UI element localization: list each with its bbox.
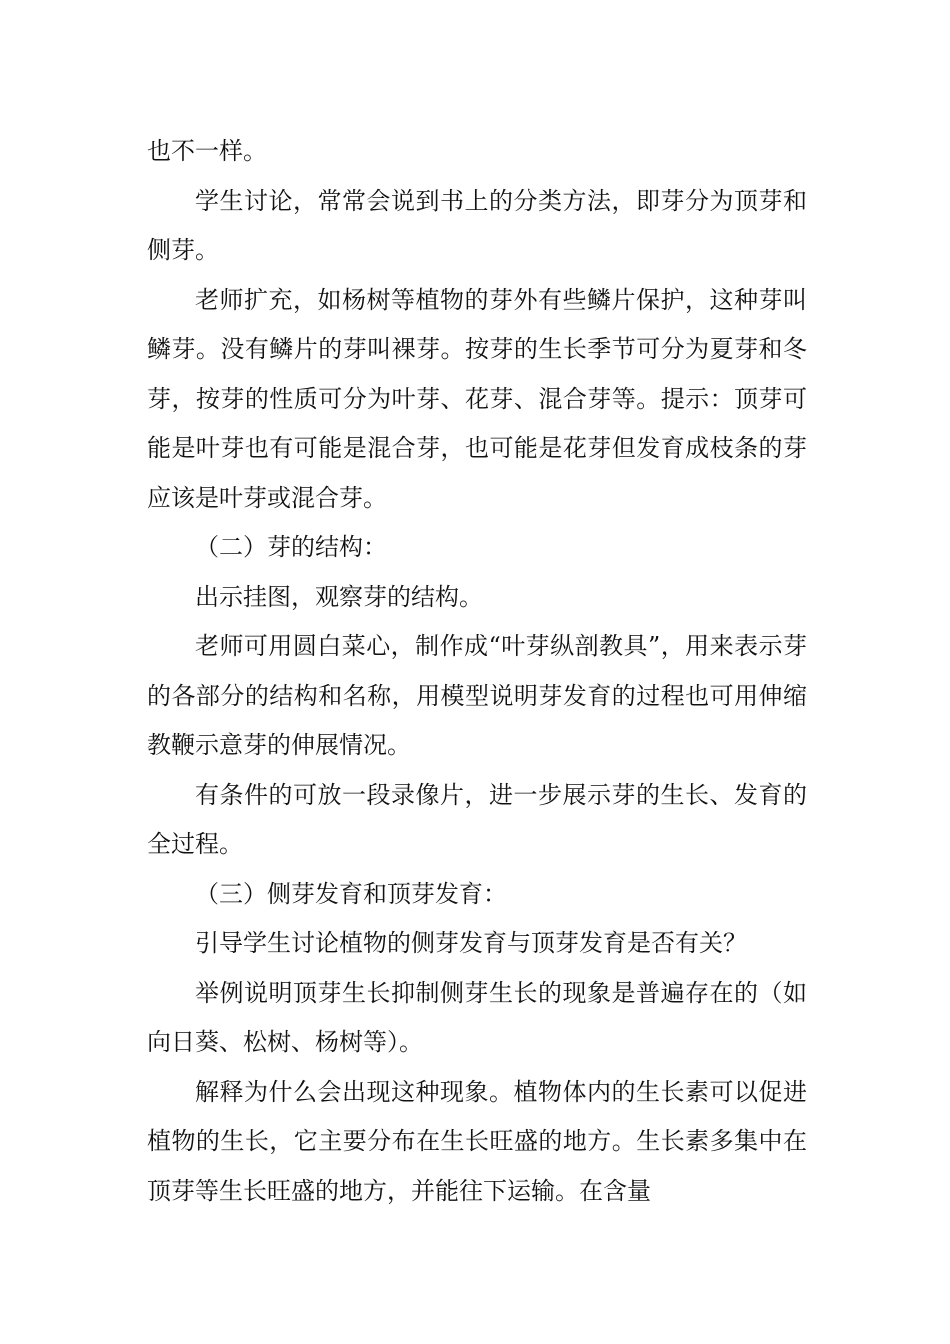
paragraph-teacher-extension: 老师扩充，如杨树等植物的芽外有些鳞片保护，这种芽叫鳞芽。没有鳞片的芽叫裸芽。按芽的生长季节可分为夏芽和冬芽，按芽的性质可分为叶芽、花芽、混合芽等。提示：顶芽可能是叶芽也有可能是混合芽，也可能是花芽但发育成枝条的芽应该是叶芽或混合芽。 bbox=[147, 285, 807, 512]
paragraph-examples: 举例说明顶芽生长抑制侧芽生长的现象是普遍存在的（如向日葵、松树、杨树等）。 bbox=[147, 978, 807, 1056]
paragraph-explanation: 解释为什么会出现这种现象。植物体内的生长素可以促进植物的生长，它主要分布在生长旺盛的地方。生长素多集中在顶芽等生长旺盛的地方，并能往下运输。在含量 bbox=[147, 1077, 807, 1205]
paragraph-continuation: 也不一样。 bbox=[147, 137, 267, 165]
section-heading-bud-structure: （二）芽的结构： bbox=[195, 533, 387, 561]
paragraph-teaching-aid: 老师可用圆白菜心，制作成“叶芽纵剖教具”，用来表示芽的各部分的结构和名称，用模型说明芽发育的过程也可用伸缩教鞭示意芽的伸展情况。 bbox=[147, 632, 807, 759]
paragraph-show-chart: 出示挂图，观察芽的结构。 bbox=[195, 582, 483, 611]
paragraph-video: 有条件的可放一段录像片，进一步展示芽的生长、发育的全过程。 bbox=[147, 780, 807, 858]
paragraph-guide-discussion: 引导学生讨论植物的侧芽发育与顶芽发育是否有关？ bbox=[195, 929, 747, 957]
paragraph-student-discussion: 学生讨论，常常会说到书上的分类方法，即芽分为顶芽和侧芽。 bbox=[147, 186, 807, 264]
document-body bbox=[147, 127, 807, 1216]
section-heading-bud-development: （三）侧芽发育和顶芽发育： bbox=[195, 879, 507, 908]
